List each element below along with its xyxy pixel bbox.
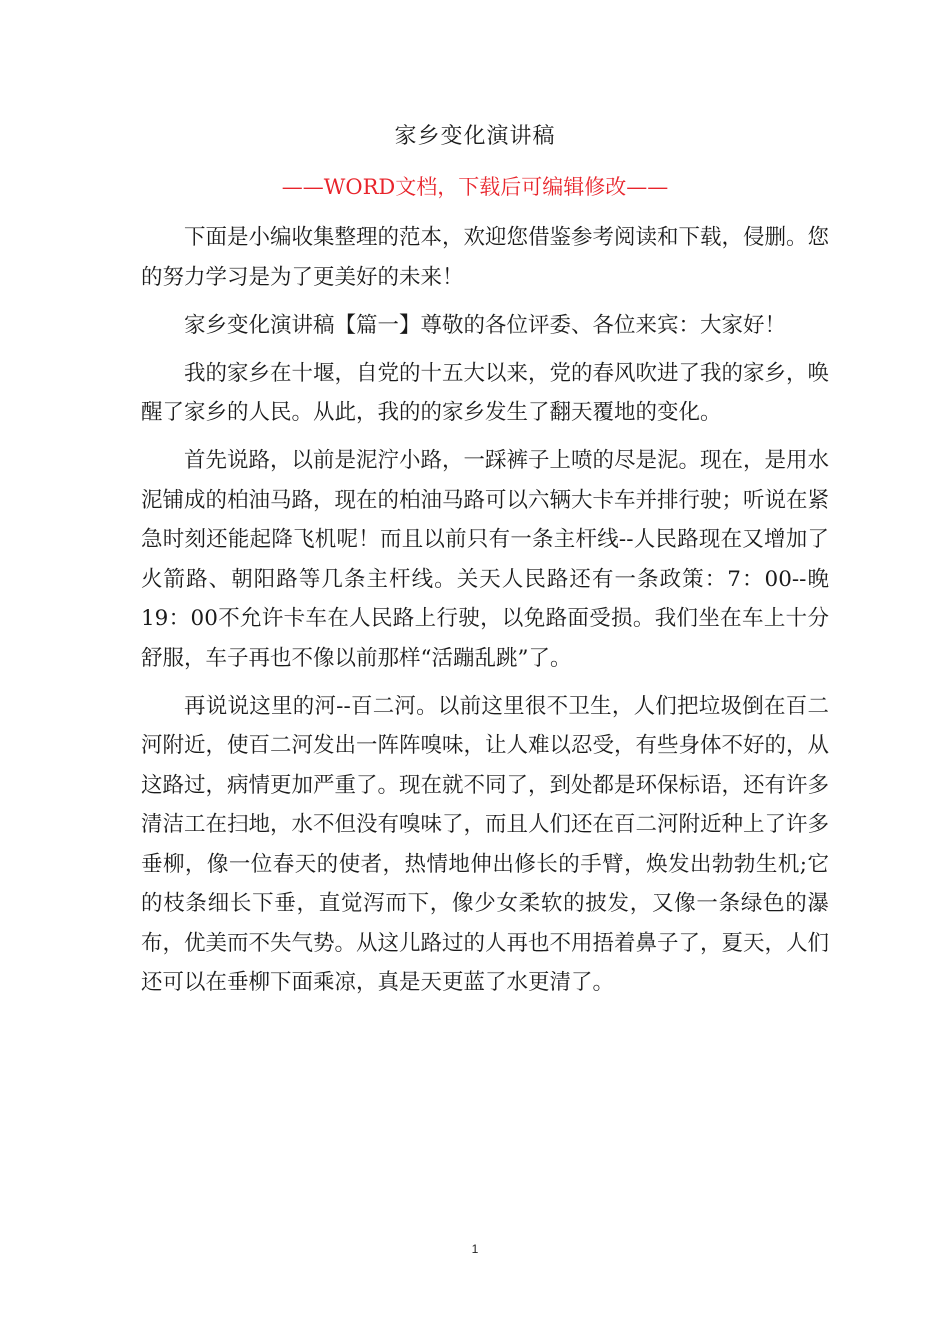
paragraph-river: 再说说这里的河--百二河。以前这里很不卫生，人们把垃圾倒在百二河附近，使百二河发出一阵阵嗅味，让人难以忍受，有些身体不好的，从这路过，病情更加严重了。现在就不同了，到处都是环保标语，还有许多清洁工在扫地，水不但没有嗅味了，而且人们还在百二河附近种上了许多垂柳，像一位春天的使者，热情地伸出修长的手臂，焕发出勃勃生机;它的枝条细长下垂，直觉泻而下，像少女柔软的披发，又像一条绿色的瀑布，优美而不失气势。从这儿路过的人再也不用捂着鼻子了，夏天，人们还可以在垂柳下面乘凉，真是天更蓝了水更清了。 [141,693,830,995]
paragraph-roads: 首先说路，以前是泥泞小路，一踩裤子上喷的尽是泥。现在，是用水泥铺成的柏油马路，现在的柏油马路可以六辆大卡车并排行驶；听说在紧急时刻还能起降飞机呢！而且以前只有一条主杆线--人民路现在又增加了火箭路、朝阳路等几条主杆线。关天人民路还有一条政策：7：00--晚19：00不允许卡车在人民路上行驶，以免路面受损。我们坐在车上十分舒服，车子再也不像以前那样“活蹦乱跳”了。 [141,448,830,671]
paragraph-hometown: 我的家乡在十堰，自党的十五大以来，党的春风吹进了我的家乡，唤醒了家乡的人民。从此，我的的家乡发生了翻天覆地的变化。 [141,360,830,425]
page-number: 1 [471,1242,479,1256]
paragraph-intro: 下面是小编收集整理的范本，欢迎您借鉴参考阅读和下载，侵删。您的努力学习是为了更美好的未来！ [141,225,830,290]
document-title: 家乡变化演讲稿 [394,124,556,149]
document-body [141,218,829,1011]
paragraph-greeting: 家乡变化演讲稿【篇一】尊敬的各位评委、各位来宾：大家好！ [184,312,787,338]
document-subtitle: ——WORD文档，下载后可编辑修改—— [281,175,669,199]
